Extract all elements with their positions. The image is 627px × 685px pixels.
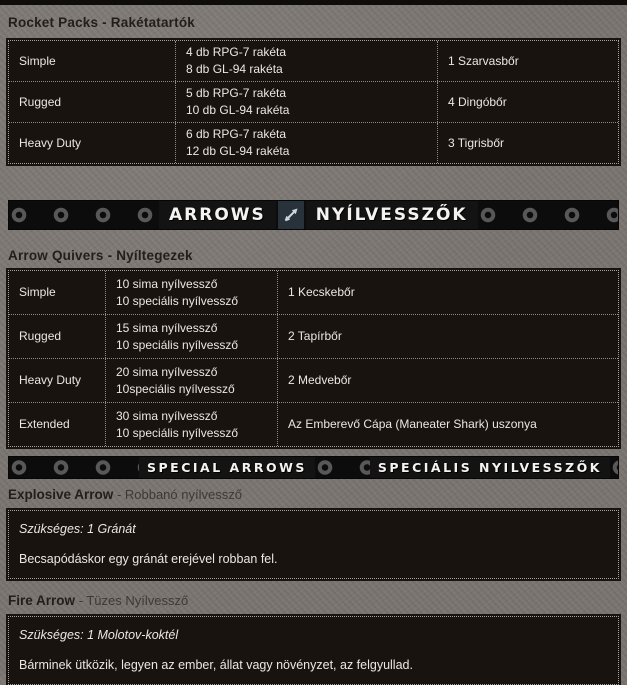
top-divider-bar: [0, 0, 627, 5]
contents-line: 30 sima nyílvessző: [116, 408, 218, 423]
explosive-arrow-infobox: [8, 510, 619, 579]
page-content: [0, 14, 627, 685]
pack-cost: 1 Szarvasbőr: [437, 41, 618, 81]
table-row: [9, 358, 618, 402]
quiver-contents: [105, 315, 277, 358]
pack-name: Simple: [19, 53, 56, 68]
explosive-arrow-heading: [8, 486, 619, 503]
contents-line: 6 db RPG-7 rakéta: [186, 127, 287, 141]
quiver-name: Heavy Duty: [19, 373, 82, 387]
quiver-name: Simple: [19, 285, 56, 299]
quiver-name: Extended: [19, 417, 70, 431]
item-description: Bárminek ütközik, legyen az ember, állat vagy növényzet, az felgyullad.: [19, 658, 413, 672]
contents-line: 15 sima nyílvessző: [116, 320, 218, 335]
fire-arrow-heading: [8, 592, 619, 609]
table-row: [9, 402, 618, 446]
banner-label-en: SPECIAL ARROWS: [139, 457, 315, 478]
arrow-quivers-title: Arrow Quivers - Nyíltegezek: [8, 248, 193, 263]
tribal-pattern: [478, 201, 618, 229]
contents-line: 12 db GL-94 rakéta: [186, 144, 290, 158]
item-name: Fire Arrow: [8, 593, 76, 608]
contents-line: 4 db RPG-7 rakéta: [186, 45, 287, 59]
rocket-packs-title: Rocket Packs - Rakétatartók: [8, 15, 195, 30]
tribal-pattern: [315, 457, 370, 478]
table-row: [9, 41, 618, 81]
pack-contents: [175, 41, 437, 81]
tribal-pattern: [9, 457, 139, 478]
item-requirement: Szükséges: 1 Molotov-koktél: [19, 628, 179, 642]
tribal-pattern: [610, 457, 618, 478]
contents-line: 8 db GL-94 rakéta: [186, 62, 283, 76]
pack-name: Heavy Duty: [19, 135, 82, 150]
quiver-contents: [105, 403, 277, 446]
contents-line: 10 sima nyílvessző: [116, 276, 218, 291]
arrow-quivers-table: [8, 270, 619, 447]
rocket-packs-table: [8, 40, 619, 164]
table-row: [9, 122, 618, 163]
banner-label-en: ARROWS: [159, 201, 276, 229]
arrow-projectile-icon: [278, 201, 304, 229]
quiver-cost: Az Emberevő Cápa (Maneater Shark) uszonya: [277, 403, 618, 446]
quiver-cost: 2 Medvebőr: [277, 359, 618, 402]
quiver-cost: 1 Kecskebőr: [277, 271, 618, 314]
contents-line: 10 speciális nyílvessző: [116, 337, 239, 352]
pack-cost: 4 Dingóbőr: [437, 82, 618, 122]
arrows-section-banner: [8, 200, 619, 230]
banner-label-hu: NYÍLVESSZŐK: [306, 201, 478, 229]
table-row: [9, 271, 618, 314]
pack-cost: 3 Tigrisbőr: [437, 123, 618, 163]
contents-line: 10speciális nyílvessző: [116, 381, 235, 396]
item-description: Becsapódáskor egy gránát erejével robban fel.: [19, 552, 278, 566]
table-row: [9, 314, 618, 358]
pack-contents: [175, 82, 437, 122]
item-subtitle: - Tüzes Nyílvessző: [78, 593, 189, 608]
quiver-name: Rugged: [19, 329, 62, 343]
contents-line: 10 speciális nyílvessző: [116, 293, 239, 308]
contents-line: 10 speciális nyílvessző: [116, 425, 239, 440]
item-requirement: Szükséges: 1 Gránát: [19, 522, 136, 536]
pack-contents: [175, 123, 437, 163]
pack-name: Rugged: [19, 94, 62, 109]
table-row: [9, 81, 618, 122]
banner-label-hu: SPECIÁLIS NYILVESSZŐK: [370, 457, 610, 478]
contents-line: 20 sima nyílvessző: [116, 364, 218, 379]
special-arrows-banner: [8, 456, 619, 479]
quiver-contents: [105, 271, 277, 314]
item-name: Explosive Arrow: [8, 487, 114, 502]
contents-line: 5 db RPG-7 rakéta: [186, 86, 287, 100]
quiver-cost: 2 Tapírbőr: [277, 315, 618, 358]
quiver-contents: [105, 359, 277, 402]
item-subtitle: - Robbanó nyílvessző: [116, 487, 242, 502]
contents-line: 10 db GL-94 rakéta: [186, 103, 290, 117]
tribal-pattern: [9, 201, 159, 229]
